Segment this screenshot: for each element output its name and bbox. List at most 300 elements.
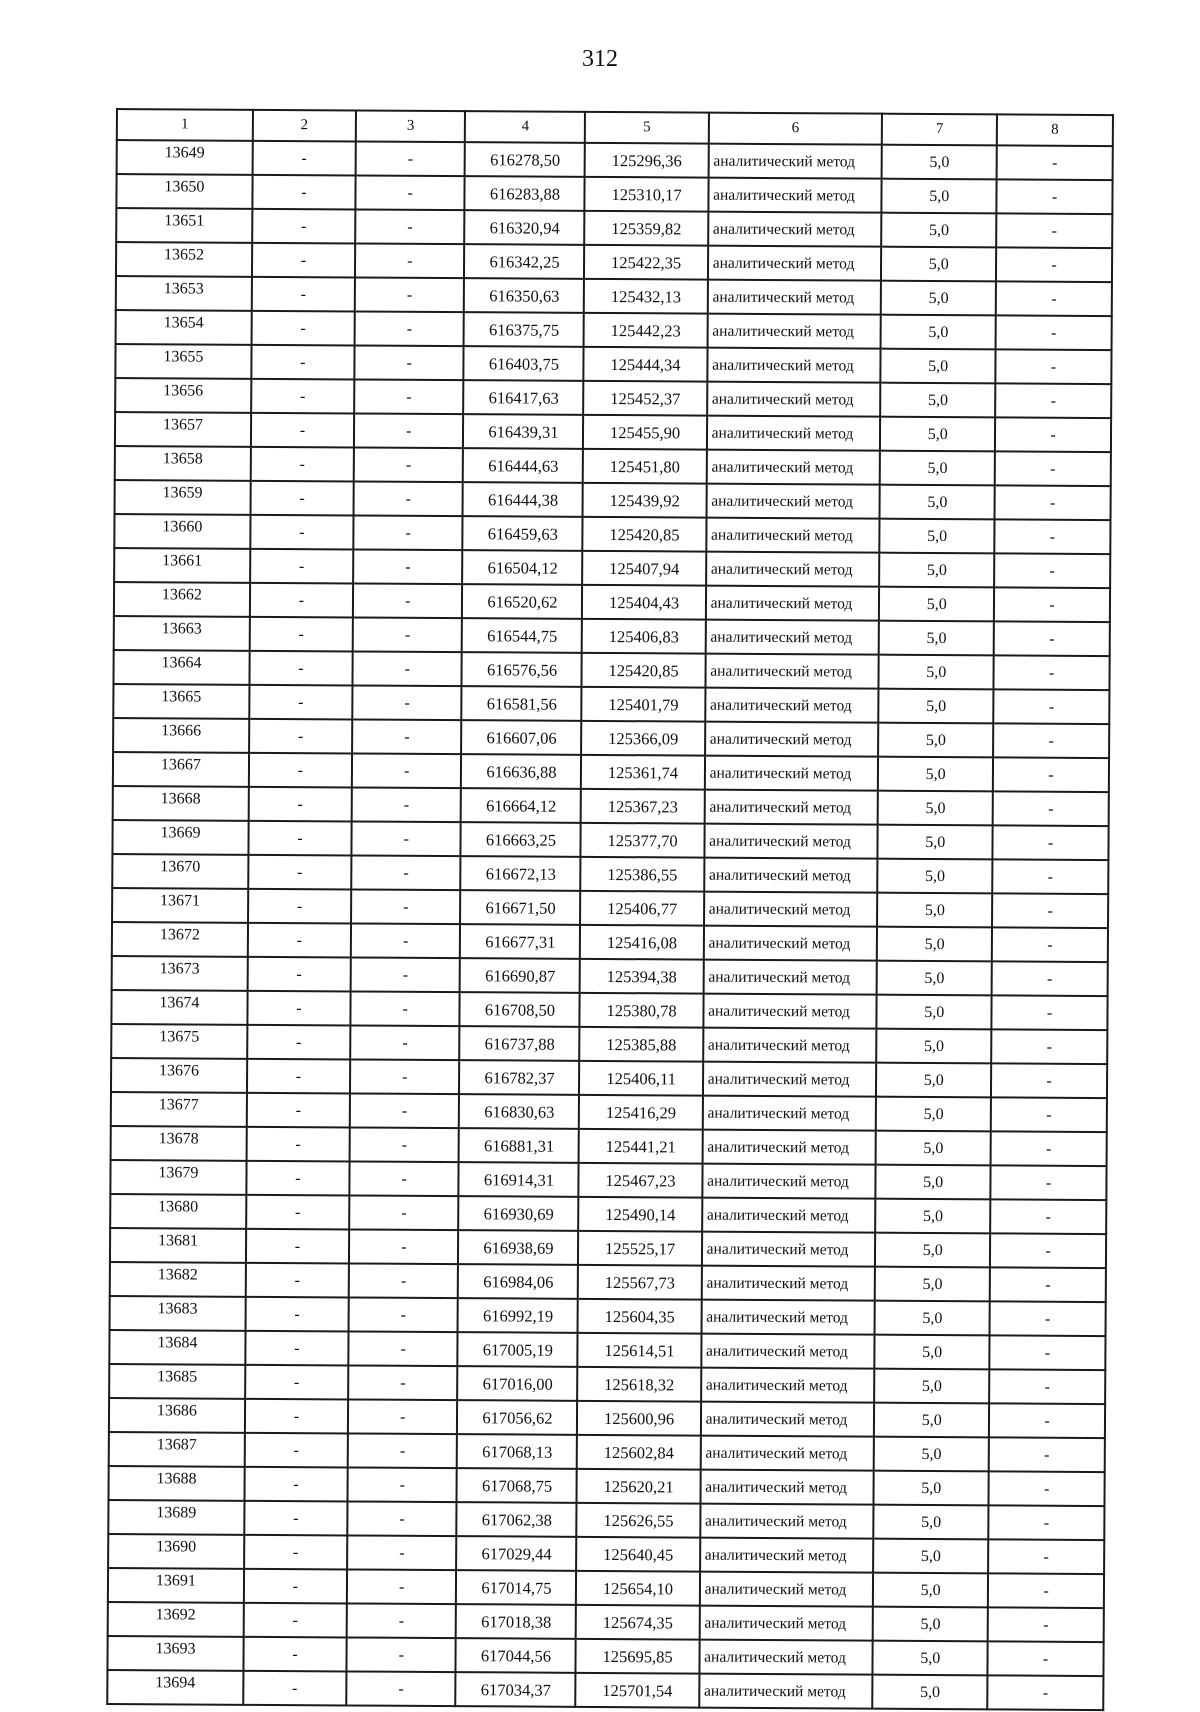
cell-col2: - — [248, 889, 351, 924]
point-number: 13675 — [111, 1024, 247, 1059]
column-header: 6 — [708, 113, 882, 145]
cell-col3: - — [354, 379, 464, 414]
point-number: 13670 — [112, 854, 248, 889]
cell-col3: - — [352, 651, 462, 686]
x-coordinate: 616782,37 — [459, 1060, 579, 1095]
x-coordinate: 616672,13 — [461, 856, 581, 891]
error-value: 5,0 — [877, 961, 992, 996]
cell-col8: - — [988, 1641, 1104, 1676]
y-coordinate: 125600,96 — [577, 1401, 700, 1436]
cell-col8: - — [997, 145, 1113, 180]
method: аналитический метод — [699, 1606, 873, 1641]
cell-col8: - — [987, 1675, 1103, 1710]
cell-col2: - — [249, 685, 352, 720]
x-coordinate: 616664,12 — [461, 788, 581, 823]
error-value: 5,0 — [881, 315, 996, 350]
y-coordinate: 125359,82 — [585, 211, 708, 246]
x-coordinate: 617044,56 — [456, 1638, 576, 1673]
error-value: 5,0 — [874, 1505, 989, 1540]
y-coordinate: 125406,11 — [579, 1061, 702, 1096]
y-coordinate: 125416,29 — [579, 1095, 702, 1130]
cell-col2: - — [247, 1025, 350, 1060]
point-number: 13651 — [116, 208, 252, 243]
error-value: 5,0 — [875, 1335, 990, 1370]
cell-col2: - — [249, 719, 352, 754]
method: аналитический метод — [705, 756, 879, 791]
point-number: 13685 — [109, 1364, 245, 1399]
cell-col8: - — [996, 213, 1112, 248]
method: аналитический метод — [701, 1300, 875, 1335]
point-number: 13694 — [107, 1670, 243, 1705]
x-coordinate: 616663,25 — [461, 822, 581, 857]
cell-col2: - — [250, 481, 353, 516]
cell-col8: - — [993, 757, 1109, 792]
cell-col3: - — [352, 787, 462, 822]
x-coordinate: 616830,63 — [459, 1094, 579, 1129]
cell-col2: - — [249, 651, 352, 686]
x-coordinate: 616439,31 — [463, 414, 583, 449]
point-number: 13692 — [108, 1602, 244, 1637]
method: аналитический метод — [707, 382, 881, 417]
cell-col8: - — [988, 1607, 1104, 1642]
cell-col2: - — [250, 549, 353, 584]
cell-col3: - — [350, 1025, 460, 1060]
cell-col3: - — [347, 1603, 457, 1638]
cell-col2: - — [245, 1331, 348, 1366]
x-coordinate: 616544,75 — [462, 618, 582, 653]
point-number: 13668 — [113, 786, 249, 821]
point-number: 13690 — [108, 1534, 244, 1569]
x-coordinate: 616520,62 — [462, 584, 582, 619]
point-number: 13659 — [115, 480, 251, 515]
cell-col2: - — [246, 1229, 349, 1264]
method: аналитический метод — [708, 144, 882, 179]
point-number: 13656 — [115, 378, 251, 413]
x-coordinate: 616914,31 — [459, 1162, 579, 1197]
point-number: 13662 — [114, 582, 250, 617]
x-coordinate: 616278,50 — [465, 142, 585, 177]
cell-col8: - — [991, 1131, 1107, 1166]
cell-col2: - — [251, 413, 354, 448]
cell-col3: - — [349, 1297, 459, 1332]
cell-col8: - — [991, 1029, 1107, 1064]
cell-col3: - — [351, 957, 461, 992]
point-number: 13680 — [110, 1194, 246, 1229]
y-coordinate: 125401,79 — [582, 687, 705, 722]
cell-col2: - — [251, 447, 354, 482]
cell-col3: - — [353, 617, 463, 652]
point-number: 13653 — [116, 276, 252, 311]
y-coordinate: 125618,32 — [578, 1367, 701, 1402]
point-number: 13657 — [115, 412, 251, 447]
cell-col3: - — [356, 141, 466, 176]
x-coordinate: 616459,63 — [463, 516, 583, 551]
point-number: 13676 — [111, 1058, 247, 1093]
y-coordinate: 125604,35 — [578, 1299, 701, 1334]
cell-col8: - — [995, 451, 1111, 486]
x-coordinate: 617029,44 — [457, 1536, 577, 1571]
point-number: 13658 — [115, 446, 251, 481]
method: аналитический метод — [705, 722, 879, 757]
method: аналитический метод — [702, 1096, 876, 1131]
cell-col3: - — [353, 515, 463, 550]
coordinates-table — [106, 108, 1114, 1711]
cell-col8: - — [995, 349, 1111, 384]
cell-col8: - — [993, 723, 1109, 758]
y-coordinate: 125432,13 — [584, 279, 707, 314]
error-value: 5,0 — [881, 383, 996, 418]
error-value: 5,0 — [874, 1471, 989, 1506]
cell-col8: - — [994, 621, 1110, 656]
table-row — [107, 1670, 1103, 1710]
point-number: 13666 — [113, 718, 249, 753]
y-coordinate: 125620,21 — [577, 1469, 700, 1504]
cell-col3: - — [352, 719, 462, 754]
y-coordinate: 125407,94 — [583, 551, 706, 586]
y-coordinate: 125490,14 — [579, 1197, 702, 1232]
x-coordinate: 616283,88 — [465, 176, 585, 211]
cell-col8: - — [990, 1301, 1106, 1336]
cell-col8: - — [994, 553, 1110, 588]
method: аналитический метод — [704, 892, 878, 927]
point-number: 13655 — [115, 344, 251, 379]
error-value: 5,0 — [876, 1063, 991, 1098]
cell-col8: - — [989, 1403, 1105, 1438]
method: аналитический метод — [706, 586, 880, 621]
cell-col8: - — [995, 383, 1111, 418]
column-header: 8 — [997, 114, 1113, 146]
method: аналитический метод — [707, 314, 881, 349]
method: аналитический метод — [705, 688, 879, 723]
cell-col2: - — [245, 1297, 348, 1332]
point-number: 13688 — [108, 1466, 244, 1501]
y-coordinate: 125380,78 — [580, 993, 703, 1028]
x-coordinate: 616320,94 — [465, 210, 585, 245]
point-number: 13665 — [113, 684, 249, 719]
cell-col3: - — [355, 175, 465, 210]
cell-col3: - — [351, 889, 461, 924]
y-coordinate: 125366,09 — [582, 721, 705, 756]
error-value: 5,0 — [874, 1403, 989, 1438]
cell-col3: - — [350, 1093, 460, 1128]
cell-col3: - — [350, 1059, 460, 1094]
point-number: 13686 — [109, 1398, 245, 1433]
error-value: 5,0 — [881, 349, 996, 384]
error-value: 5,0 — [879, 587, 994, 622]
y-coordinate: 125455,90 — [583, 415, 706, 450]
y-coordinate: 125467,23 — [579, 1163, 702, 1198]
cell-col2: - — [246, 1127, 349, 1162]
cell-col3: - — [348, 1331, 458, 1366]
method: аналитический метод — [703, 1062, 877, 1097]
x-coordinate: 616444,63 — [463, 448, 583, 483]
x-coordinate: 617056,62 — [457, 1400, 577, 1435]
error-value: 5,0 — [878, 757, 993, 792]
cell-col2: - — [251, 345, 354, 380]
cell-col3: - — [355, 277, 465, 312]
x-coordinate: 616881,31 — [459, 1128, 579, 1163]
cell-col3: - — [354, 345, 464, 380]
x-coordinate: 616607,06 — [462, 720, 582, 755]
point-number: 13649 — [117, 140, 253, 175]
error-value: 5,0 — [878, 825, 993, 860]
cell-col8: - — [994, 587, 1110, 622]
cell-col8: - — [988, 1539, 1104, 1574]
cell-col2: - — [248, 821, 351, 856]
error-value: 5,0 — [881, 281, 996, 316]
method: аналитический метод — [707, 348, 881, 383]
point-number: 13669 — [112, 820, 248, 855]
error-value: 5,0 — [873, 1675, 988, 1710]
method: аналитический метод — [704, 824, 878, 859]
cell-col8: - — [992, 893, 1108, 928]
x-coordinate: 616930,69 — [459, 1196, 579, 1231]
cell-col8: - — [992, 927, 1108, 962]
cell-col3: - — [355, 209, 465, 244]
cell-col2: - — [246, 1161, 349, 1196]
cell-col8: - — [990, 1233, 1106, 1268]
point-number: 13673 — [112, 956, 248, 991]
y-coordinate: 125367,23 — [581, 789, 704, 824]
cell-col8: - — [995, 485, 1111, 520]
cell-col3: - — [346, 1671, 456, 1706]
cell-col3: - — [349, 1263, 459, 1298]
x-coordinate: 616403,75 — [464, 346, 584, 381]
error-value: 5,0 — [879, 621, 994, 656]
x-coordinate: 617068,75 — [457, 1468, 577, 1503]
error-value: 5,0 — [875, 1233, 990, 1268]
cell-col2: - — [248, 855, 351, 890]
cell-col3: - — [348, 1365, 458, 1400]
y-coordinate: 125361,74 — [581, 755, 704, 790]
error-value: 5,0 — [874, 1369, 989, 1404]
cell-col8: - — [990, 1199, 1106, 1234]
point-number: 13663 — [114, 616, 250, 651]
point-number: 13664 — [113, 650, 249, 685]
point-number: 13654 — [116, 310, 252, 345]
method: аналитический метод — [707, 416, 881, 451]
x-coordinate: 616737,88 — [460, 1026, 580, 1061]
y-coordinate: 125377,70 — [581, 823, 704, 858]
cell-col2: - — [248, 923, 351, 958]
cell-col3: - — [353, 549, 463, 584]
method: аналитический метод — [700, 1504, 874, 1539]
cell-col2: - — [243, 1637, 346, 1672]
error-value: 5,0 — [880, 485, 995, 520]
y-coordinate: 125567,73 — [578, 1265, 701, 1300]
method: аналитический метод — [706, 518, 880, 553]
error-value: 5,0 — [874, 1437, 989, 1472]
x-coordinate: 616992,19 — [458, 1298, 578, 1333]
point-number: 13683 — [110, 1296, 246, 1331]
cell-col3: - — [353, 583, 463, 618]
cell-col8: - — [990, 1267, 1106, 1302]
error-value: 5,0 — [873, 1641, 988, 1676]
method: аналитический метод — [704, 790, 878, 825]
cell-col3: - — [347, 1569, 457, 1604]
y-coordinate: 125701,54 — [576, 1673, 699, 1708]
error-value: 5,0 — [876, 1097, 991, 1132]
x-coordinate: 616350,63 — [464, 278, 584, 313]
cell-col8: - — [990, 1165, 1106, 1200]
cell-col2: - — [246, 1195, 349, 1230]
cell-col3: - — [347, 1467, 457, 1502]
cell-col3: - — [346, 1637, 456, 1672]
method: аналитический метод — [702, 1130, 876, 1165]
column-header: 7 — [882, 114, 997, 146]
point-number: 13689 — [108, 1500, 244, 1535]
cell-col2: - — [251, 311, 354, 346]
cell-col3: - — [348, 1399, 458, 1434]
x-coordinate: 617005,19 — [458, 1332, 578, 1367]
point-number: 13674 — [111, 990, 247, 1025]
cell-col2: - — [247, 991, 350, 1026]
cell-col3: - — [354, 447, 464, 482]
error-value: 5,0 — [880, 519, 995, 554]
error-value: 5,0 — [877, 995, 992, 1030]
error-value: 5,0 — [877, 1029, 992, 1064]
column-header: 4 — [465, 111, 585, 143]
method: аналитический метод — [708, 246, 882, 281]
x-coordinate: 616690,87 — [460, 958, 580, 993]
cell-col2: - — [248, 787, 351, 822]
x-coordinate: 617014,75 — [456, 1570, 576, 1605]
method: аналитический метод — [704, 858, 878, 893]
y-coordinate: 125442,23 — [584, 313, 707, 348]
method: аналитический метод — [706, 484, 880, 519]
cell-col3: - — [350, 991, 460, 1026]
method: аналитический метод — [701, 1334, 875, 1369]
cell-col2: - — [245, 1365, 348, 1400]
cell-col2: - — [243, 1671, 346, 1706]
y-coordinate: 125695,85 — [576, 1639, 699, 1674]
error-value: 5,0 — [882, 179, 997, 214]
cell-col3: - — [351, 923, 461, 958]
y-coordinate: 125422,35 — [584, 245, 707, 280]
cell-col2: - — [244, 1535, 347, 1570]
cell-col2: - — [247, 957, 350, 992]
y-coordinate: 125404,43 — [582, 585, 705, 620]
cell-col2: - — [249, 617, 352, 652]
cell-col2: - — [249, 753, 352, 788]
error-value: 5,0 — [879, 655, 994, 690]
page-number: 312 — [582, 46, 618, 72]
column-header: 1 — [117, 109, 253, 141]
error-value: 5,0 — [880, 451, 995, 486]
x-coordinate: 616504,12 — [463, 550, 583, 585]
y-coordinate: 125394,38 — [580, 959, 703, 994]
cell-col3: - — [349, 1195, 459, 1230]
error-value: 5,0 — [876, 1199, 991, 1234]
point-number: 13679 — [110, 1160, 246, 1195]
cell-col3: - — [348, 1433, 458, 1468]
cell-col8: - — [989, 1471, 1105, 1506]
method: аналитический метод — [706, 450, 880, 485]
x-coordinate: 616444,38 — [463, 482, 583, 517]
cell-col2: - — [243, 1603, 346, 1638]
method: аналитический метод — [700, 1470, 874, 1505]
method: аналитический метод — [708, 178, 882, 213]
error-value: 5,0 — [879, 689, 994, 724]
cell-col8: - — [989, 1437, 1105, 1472]
y-coordinate: 125420,85 — [583, 517, 706, 552]
cell-col2: - — [244, 1501, 347, 1536]
cell-col2: - — [252, 277, 355, 312]
method: аналитический метод — [702, 1232, 876, 1267]
error-value: 5,0 — [877, 893, 992, 928]
x-coordinate: 617062,38 — [457, 1502, 577, 1537]
cell-col2: - — [251, 379, 354, 414]
cell-col8: - — [992, 995, 1108, 1030]
y-coordinate: 125452,37 — [584, 381, 707, 416]
x-coordinate: 616671,50 — [460, 890, 580, 925]
y-coordinate: 125406,83 — [582, 619, 705, 654]
cell-col2: - — [247, 1059, 350, 1094]
method: аналитический метод — [700, 1572, 874, 1607]
point-number: 13681 — [110, 1228, 246, 1263]
method: аналитический метод — [705, 620, 879, 655]
x-coordinate: 617018,38 — [456, 1604, 576, 1639]
table-body — [107, 140, 1113, 1710]
cell-col3: - — [347, 1535, 457, 1570]
error-value: 5,0 — [879, 553, 994, 588]
point-number: 13677 — [111, 1092, 247, 1127]
y-coordinate: 125310,17 — [585, 177, 708, 212]
method: аналитический метод — [699, 1640, 873, 1675]
x-coordinate: 617068,13 — [457, 1434, 577, 1469]
point-number: 13652 — [116, 242, 252, 277]
cell-col2: - — [252, 141, 355, 176]
error-value: 5,0 — [873, 1607, 988, 1642]
y-coordinate: 125444,34 — [584, 347, 707, 382]
cell-col3: - — [350, 1127, 460, 1162]
y-coordinate: 125626,55 — [577, 1503, 700, 1538]
error-value: 5,0 — [876, 1131, 991, 1166]
point-number: 13693 — [107, 1636, 243, 1671]
cell-col2: - — [247, 1093, 350, 1128]
error-value: 5,0 — [875, 1301, 990, 1336]
cell-col3: - — [355, 311, 465, 346]
x-coordinate: 616677,31 — [460, 924, 580, 959]
method: аналитический метод — [703, 926, 877, 961]
point-number: 13687 — [109, 1432, 245, 1467]
point-number: 13671 — [112, 888, 248, 923]
y-coordinate: 125406,77 — [581, 891, 704, 926]
y-coordinate: 125654,10 — [576, 1571, 699, 1606]
x-coordinate: 616576,56 — [462, 652, 582, 687]
column-header: 5 — [585, 112, 708, 144]
point-number: 13667 — [113, 752, 249, 787]
method: аналитический метод — [701, 1266, 875, 1301]
cell-col3: - — [353, 481, 463, 516]
x-coordinate: 616342,25 — [464, 244, 584, 279]
method: аналитический метод — [707, 280, 881, 315]
cell-col2: - — [244, 1467, 347, 1502]
cell-col8: - — [994, 519, 1110, 554]
cell-col2: - — [252, 175, 355, 210]
method: аналитический метод — [701, 1368, 875, 1403]
y-coordinate: 125439,92 — [583, 483, 706, 518]
method: аналитический метод — [702, 1198, 876, 1233]
y-coordinate: 125674,35 — [576, 1605, 699, 1640]
cell-col8: - — [993, 825, 1109, 860]
cell-col2: - — [245, 1433, 348, 1468]
cell-col2: - — [246, 1263, 349, 1298]
y-coordinate: 125602,84 — [577, 1435, 700, 1470]
method: аналитический метод — [708, 212, 882, 247]
x-coordinate: 616708,50 — [460, 992, 580, 1027]
cell-col8: - — [992, 859, 1108, 894]
